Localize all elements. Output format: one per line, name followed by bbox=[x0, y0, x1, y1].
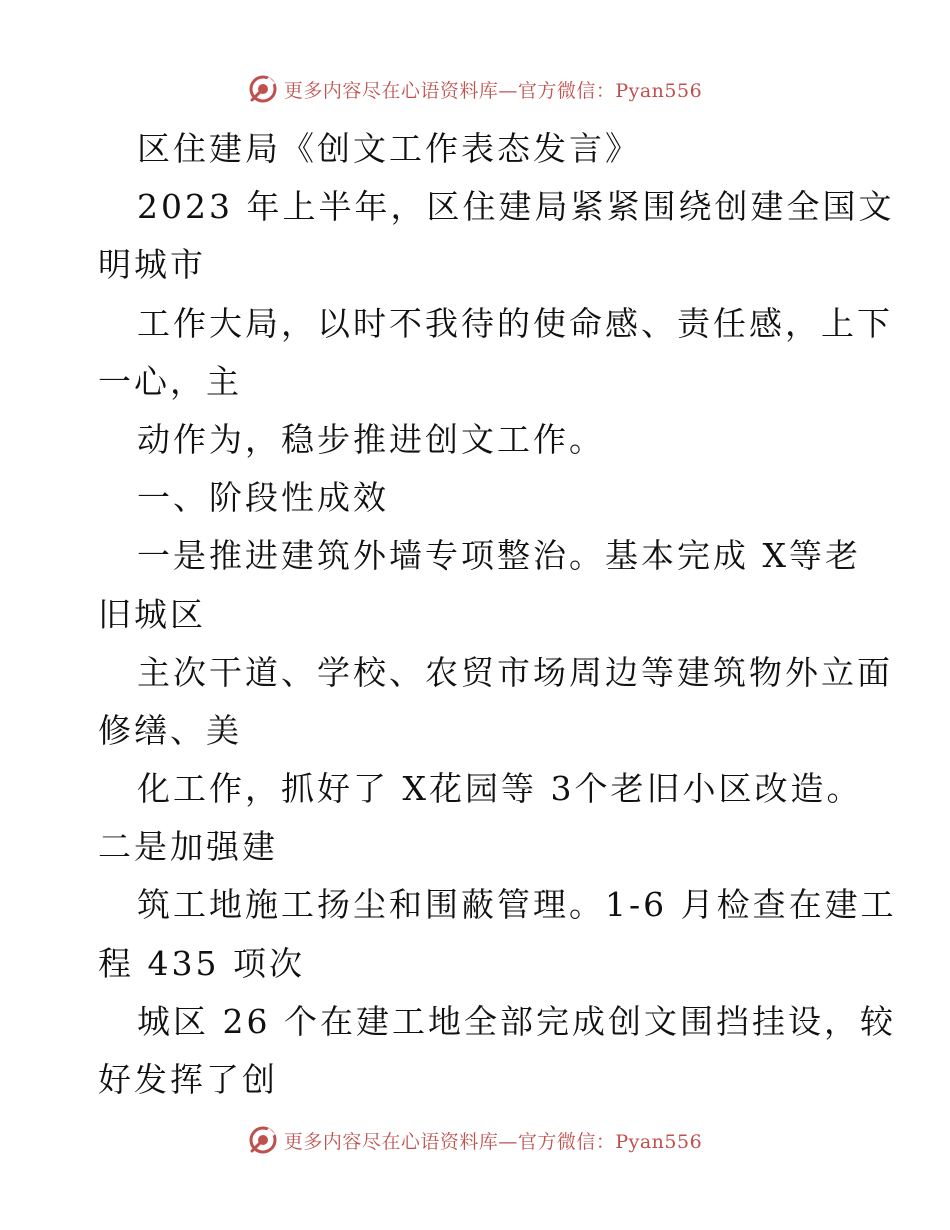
watermark-text: 更多内容尽在心语资料库—官方微信：Pyan556 bbox=[283, 1130, 703, 1153]
paragraph-line: 筑工地施工扬尘和围蔽管理。1-6 月检查在建工 bbox=[137, 885, 897, 925]
paragraph-line: 二是加强建 bbox=[98, 827, 278, 867]
paragraph-line: 2023 年上半年，区住建局紧紧围绕创建全国文 bbox=[137, 187, 895, 227]
paragraph-line: 一是推进建筑外墙专项整治。基本完成 X等老 bbox=[137, 536, 861, 576]
paragraph-line: 旧城区 bbox=[98, 594, 206, 634]
paragraph-line: 城区 26 个在建工地全部完成创文围挡挂设，较 bbox=[137, 1001, 896, 1041]
watermark-text: 更多内容尽在心语资料库—官方微信：Pyan556 bbox=[283, 79, 703, 102]
document-title: 区住建局《创文工作表态发言》 bbox=[137, 129, 641, 168]
watermark-banner-bottom bbox=[0, 1123, 950, 1157]
paragraph-line: 好发挥了创 bbox=[98, 1060, 278, 1099]
paragraph-line: 修缮、美 bbox=[98, 710, 242, 750]
pen-logo-icon bbox=[248, 74, 278, 104]
paragraph-line: 程 435 项次 bbox=[98, 943, 305, 983]
paragraph-line: 化工作，抓好了 X花园等 3个老旧小区改造。 bbox=[137, 769, 863, 809]
paragraph-line: 工作大局，以时不我待的使命感、责任感，上下 bbox=[137, 303, 893, 343]
section-heading: 一、阶段性成效 bbox=[137, 478, 389, 518]
paragraph-line: 明城市 bbox=[98, 245, 206, 285]
paragraph-line: 动作为，稳步推进创文工作。 bbox=[137, 419, 605, 459]
pen-logo-icon bbox=[248, 1125, 278, 1155]
document-body bbox=[98, 120, 897, 1109]
paragraph-line: 主次干道、学校、农贸市场周边等建筑物外立面 bbox=[137, 652, 893, 692]
paragraph-line: 一心，主 bbox=[98, 361, 242, 401]
watermark-banner-top bbox=[0, 72, 950, 106]
